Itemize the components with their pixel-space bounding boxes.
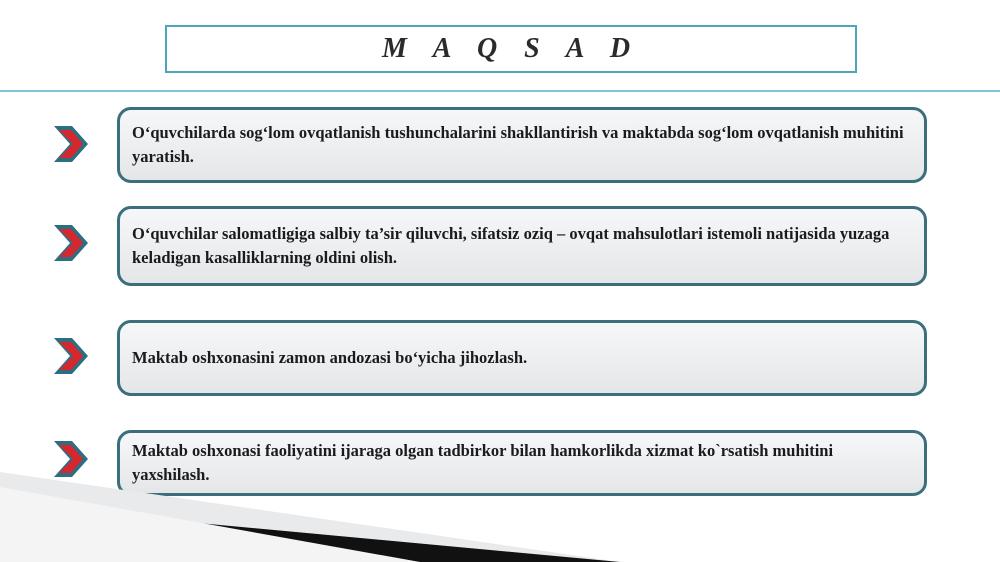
goal-item-2 (117, 206, 927, 286)
chevron-right-icon (50, 123, 92, 165)
goal-item-text: Maktab oshxonasi faoliyatini ijaraga olgan tadbirkor bilan hamkorlikda xizmat ko`rsatish muhitini yaxshilash. (132, 441, 834, 484)
chevron-right-icon (50, 335, 92, 377)
title-box (165, 25, 857, 73)
chevron-right-icon (50, 222, 92, 264)
goal-item-text: O‘quvchilar salomatligiga salbiy ta’sir qiluvchi, sifatsiz oziq – ovqat mahsulotlari istemoli natijasida yuzaga keladigan kasalliklarning oldini olish. (132, 224, 890, 267)
goal-item-3 (117, 320, 927, 396)
title-divider (0, 90, 1000, 92)
goal-item-1 (117, 107, 927, 183)
goal-item-text: O‘quvchilarda sog‘lom ovqatlanish tushunchalarini shakllantirish va maktabda sog‘lom ovqatlanish muhitini yaratish. (132, 123, 904, 166)
decorative-sweep (0, 472, 620, 562)
goal-item-text: Maktab oshxonasini zamon andozasi bo‘yicha jihozlash. (132, 348, 528, 367)
page-title: M A Q S A D (381, 33, 641, 64)
